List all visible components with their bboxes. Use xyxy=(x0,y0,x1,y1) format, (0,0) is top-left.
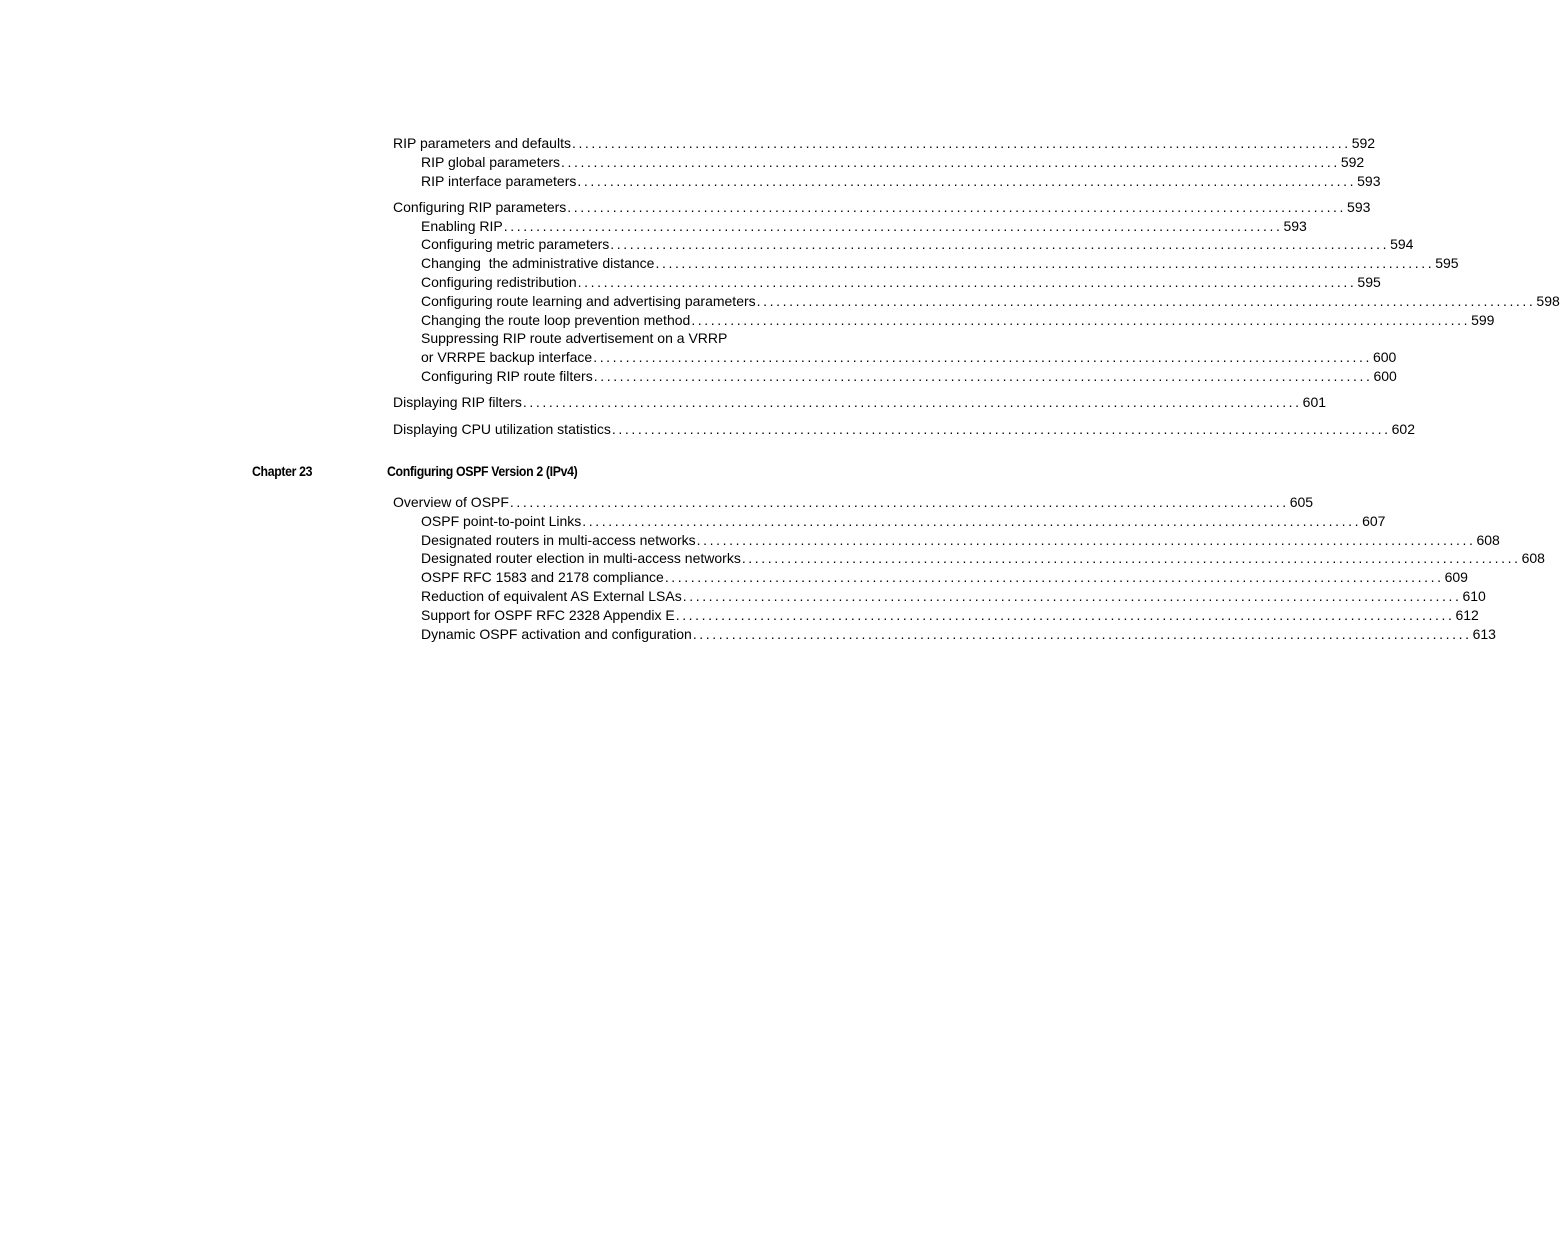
toc-entry-page: 612 xyxy=(1455,606,1479,623)
toc-entry-title: Enabling RIP xyxy=(421,217,503,234)
toc-entry-page: 613 xyxy=(1472,625,1496,642)
toc-entry-page: 593 xyxy=(1283,217,1307,234)
toc-entry-page: 595 xyxy=(1435,255,1459,272)
toc-entry-title: Suppressing RIP route advertisement on a VRRP xyxy=(421,330,728,347)
toc-entry-page: 601 xyxy=(1302,394,1327,411)
toc-entry-page: 600 xyxy=(1373,368,1397,385)
dot-leader: ........................................................................................................................ xyxy=(611,420,1391,437)
toc-entry[interactable] xyxy=(393,367,1397,386)
toc-entry-title: Overview of OSPF xyxy=(393,494,509,510)
toc-entry-title: Dynamic OSPF activation and configuration xyxy=(421,625,692,642)
toc-entry[interactable] xyxy=(393,549,1545,568)
toc-entry[interactable] xyxy=(393,587,1486,606)
toc-block-ospf xyxy=(393,493,1545,643)
toc-entry-page: 610 xyxy=(1462,587,1486,604)
dot-leader: ........................................................................................................................ xyxy=(610,236,1390,253)
dot-leader: ........................................................................................................................ xyxy=(571,135,1351,151)
toc-entry-page: 593 xyxy=(1357,172,1381,189)
toc-entry-title: Designated routers in multi-access networks xyxy=(421,531,696,548)
toc-entry-title: Changing the administrative distance xyxy=(421,255,655,272)
dot-leader: ........................................................................................................................ xyxy=(675,606,1455,623)
toc-entry[interactable] xyxy=(393,217,1307,236)
toc-entry-title: Configuring RIP route filters xyxy=(421,368,593,385)
toc-entry-page: 602 xyxy=(1391,420,1415,437)
toc-entry[interactable] xyxy=(393,273,1381,292)
toc-entry-title: Reduction of equivalent AS External LSAs xyxy=(421,587,682,604)
chapter-title[interactable]: Configuring OSPF Version 2 (IPv4) xyxy=(387,463,578,479)
toc-entry[interactable] xyxy=(393,153,1365,172)
dot-leader: ........................................................................................................................ xyxy=(655,255,1435,272)
toc-entry-page: 592 xyxy=(1351,135,1376,151)
toc-entry[interactable] xyxy=(393,420,1415,439)
dot-leader: ........................................................................................................................ xyxy=(522,394,1302,411)
toc-entry[interactable] xyxy=(393,329,842,348)
toc-entry-page: 609 xyxy=(1444,569,1468,586)
toc-entry[interactable] xyxy=(393,606,1479,625)
toc-entry-title: RIP interface parameters xyxy=(421,172,577,189)
toc-entry[interactable] xyxy=(393,235,1414,254)
dot-leader: ........................................................................................................................ xyxy=(593,368,1373,385)
dot-leader: ........................................................................................................................ xyxy=(692,625,1472,642)
dot-leader: ........................................................................................................................ xyxy=(756,292,1536,309)
toc-entry-title: Support for OSPF RFC 2328 Appendix E xyxy=(421,606,675,623)
dot-leader: ........................................................................................................................ xyxy=(682,587,1462,604)
toc-entry-title: Configuring redistribution xyxy=(421,274,577,291)
toc-entry-page: 600 xyxy=(1372,349,1397,366)
toc-entry-title: OSPF RFC 1583 and 2178 compliance xyxy=(421,569,664,586)
dot-leader: ........................................................................................................................ xyxy=(696,531,1476,548)
toc-entry-title: RIP parameters and defaults xyxy=(393,135,571,151)
dot-leader: ........................................................................................................................ xyxy=(567,198,1347,215)
toc-entry[interactable] xyxy=(393,198,1371,217)
dot-leader: ........................................................................................................................ xyxy=(561,153,1340,170)
toc-entry-page: 608 xyxy=(1521,550,1545,567)
dot-leader: ........................................................................................................................ xyxy=(509,494,1289,510)
toc-block-rip xyxy=(393,134,1560,438)
toc-entry[interactable] xyxy=(393,531,1500,550)
toc-entry[interactable] xyxy=(393,172,1381,191)
toc-entry-title: or VRRPE backup interface xyxy=(421,349,593,366)
toc-entry[interactable] xyxy=(393,292,1560,311)
toc-entry-title: OSPF point-to-point Links xyxy=(421,512,582,529)
toc-entry-page: 593 xyxy=(1347,198,1371,215)
dot-leader: ........................................................................................................................ xyxy=(593,349,1372,366)
dot-leader: ........................................................................................................................ xyxy=(582,512,1362,529)
dot-leader: ........................................................................................................................ xyxy=(741,550,1521,567)
toc-entry-title: Displaying CPU utilization statistics xyxy=(393,420,611,437)
toc-entry-title: RIP global parameters xyxy=(421,153,561,170)
toc-entry[interactable] xyxy=(393,512,1386,531)
toc-entry-page: 608 xyxy=(1476,531,1500,548)
toc-entry-page: 599 xyxy=(1471,311,1495,328)
toc-entry-page: 607 xyxy=(1362,512,1386,529)
toc-entry-page: 592 xyxy=(1340,153,1365,170)
toc-entry[interactable] xyxy=(393,348,1397,367)
toc-entry-title: Configuring route learning and advertising parameters xyxy=(421,292,756,309)
toc-entry[interactable] xyxy=(393,311,1495,330)
dot-leader: ........................................................................................................................ xyxy=(664,569,1444,586)
toc-entry[interactable] xyxy=(393,254,1459,273)
toc-entry[interactable] xyxy=(393,625,1496,644)
toc-entry-title: Designated router election in multi-access networks xyxy=(421,550,741,567)
dot-leader: ........................................................................................................................ xyxy=(577,274,1357,291)
toc-entry[interactable] xyxy=(393,134,1376,153)
toc-entry[interactable] xyxy=(393,393,1327,412)
toc-entry[interactable] xyxy=(393,568,1468,587)
toc-entry-title: Configuring metric parameters xyxy=(421,236,610,253)
toc-entry-page: 598 xyxy=(1536,292,1560,309)
chapter-label: Chapter 23 xyxy=(252,463,313,479)
toc-entry-title: Changing the route loop prevention method xyxy=(421,311,691,328)
dot-leader: ........................................................................................................................ xyxy=(577,172,1357,189)
toc-entry-title: Configuring RIP parameters xyxy=(393,198,567,215)
toc-entry-title: Displaying RIP filters xyxy=(393,394,522,411)
dot-leader: ........................................................................................................................ xyxy=(691,311,1471,328)
toc-entry-page: 595 xyxy=(1357,274,1381,291)
dot-leader: ........................................................................................................................ xyxy=(503,217,1283,234)
toc-entry-page: 594 xyxy=(1390,236,1414,253)
toc-entry[interactable] xyxy=(393,493,1314,512)
toc-entry-page: 605 xyxy=(1289,494,1314,510)
